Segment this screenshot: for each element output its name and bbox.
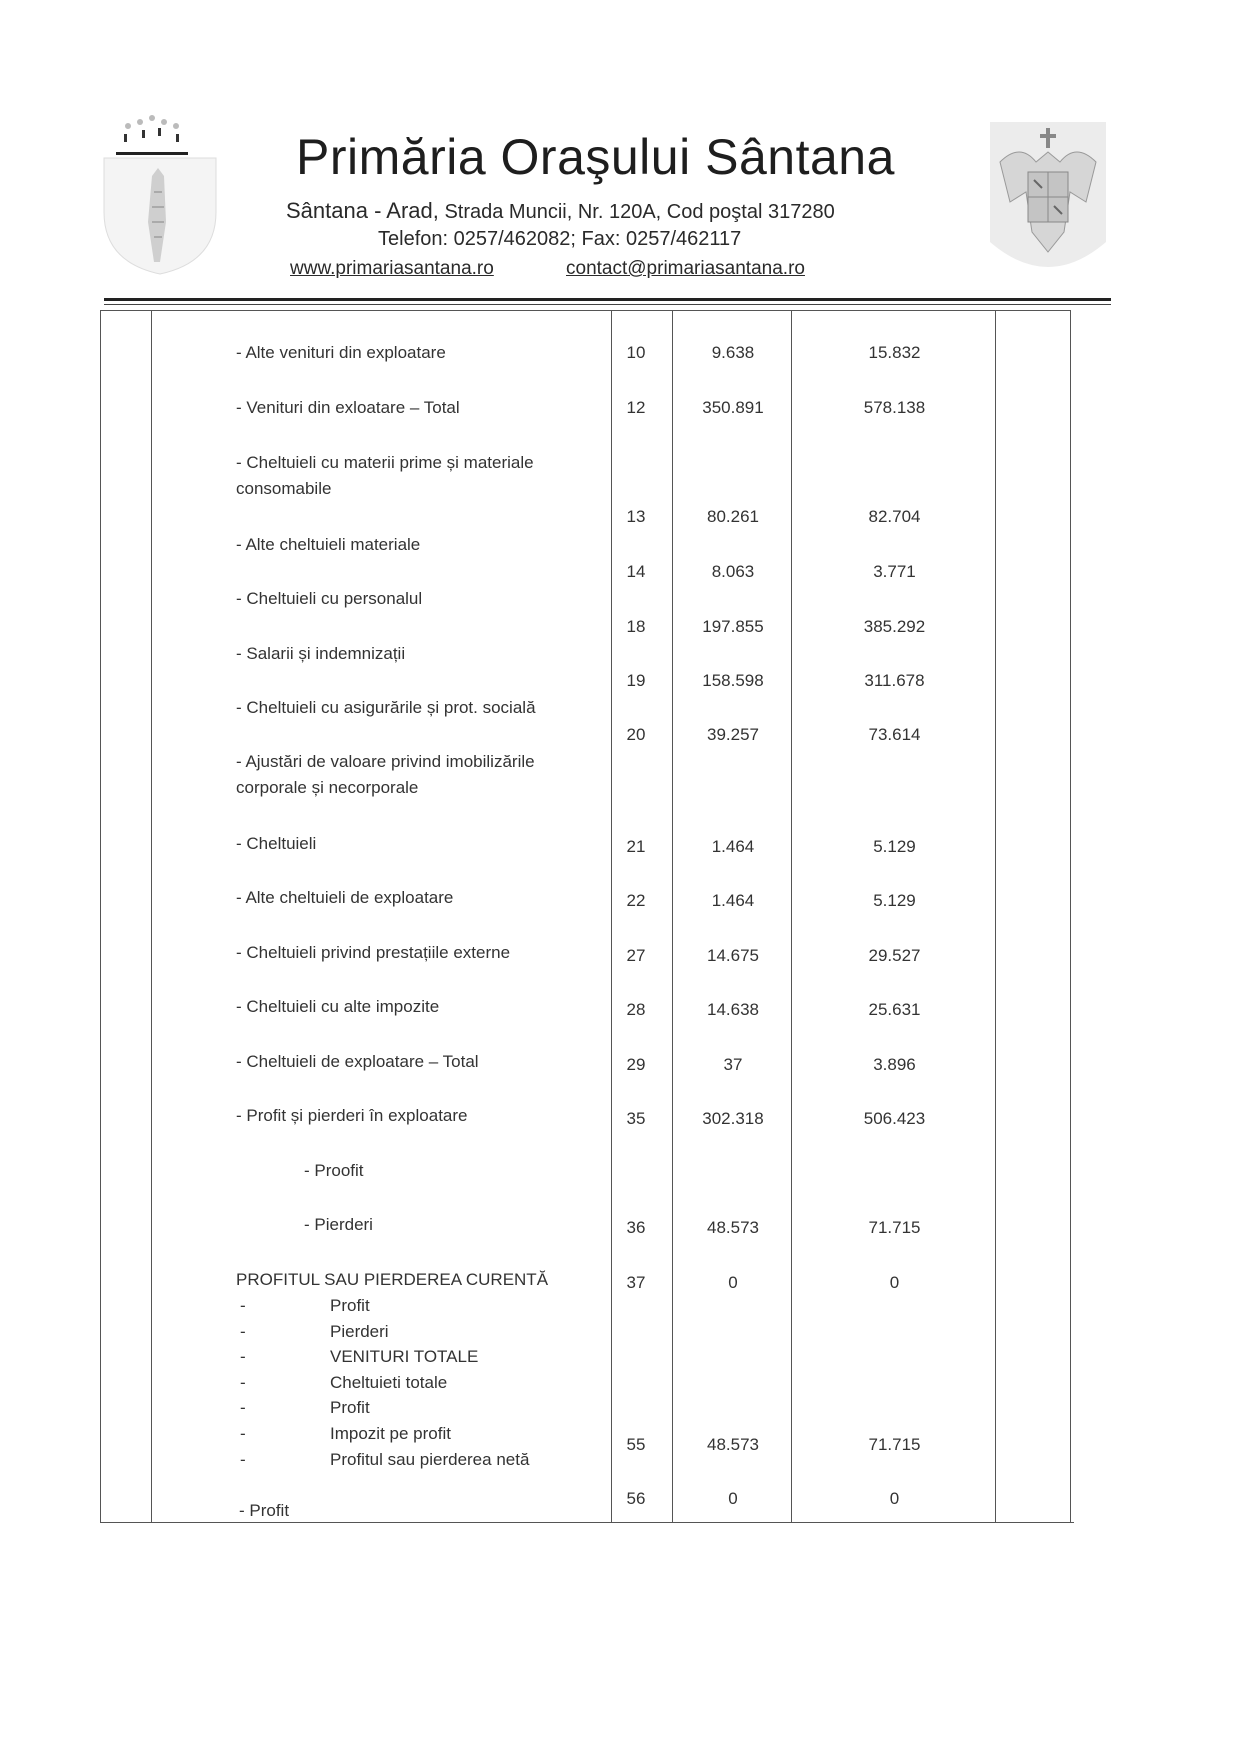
- row-value-1: 14.638: [707, 1000, 759, 1019]
- row-value-2: 3.771: [873, 562, 916, 581]
- row55-value-2: 71.715: [868, 1435, 921, 1454]
- row-value-1: 1.464: [711, 891, 755, 910]
- row56-code: 56: [626, 1489, 646, 1508]
- row-value-2: 506.423: [863, 1109, 926, 1128]
- row-label: - Proofit: [304, 1161, 364, 1180]
- website-link[interactable]: www.primariasantana.ro: [290, 258, 494, 279]
- row-value-1: 9.638: [711, 343, 755, 362]
- row56-label: - Profit: [239, 1501, 290, 1520]
- row-label: - Profit și pierderi în exploatare: [236, 1106, 468, 1125]
- row-code: 12: [626, 398, 646, 417]
- row-code: 19: [626, 671, 646, 690]
- row55-code: 55: [626, 1435, 646, 1454]
- sublist-item: VENITURI TOTALE: [330, 1347, 479, 1367]
- sublist-item: Impozit pe profit: [330, 1424, 451, 1443]
- row-value-1: 1.464: [711, 837, 755, 856]
- row-value-2: 25.631: [868, 1000, 921, 1019]
- row-code: 20: [626, 725, 646, 744]
- row-code: 28: [626, 1000, 646, 1019]
- row-value-2: 73.614: [868, 725, 921, 744]
- romania-coat-of-arms-logo: [990, 122, 1106, 278]
- row-value-1: 8.063: [711, 562, 755, 581]
- row-value-2: 3.896: [873, 1055, 916, 1074]
- row-label: - Cheltuieli: [236, 834, 317, 853]
- row-value-1: 0: [728, 1273, 738, 1292]
- sublist-item: Profitul sau pierderea netă: [330, 1449, 530, 1469]
- row-value-1: 302.318: [702, 1109, 764, 1128]
- sublist-dash: -: [240, 1347, 246, 1367]
- row-value-1: 350.891: [702, 398, 764, 417]
- row-value-2: 0: [889, 1273, 900, 1292]
- address-street: Strada Muncii, Nr. 120A, Cod poştal 317280: [444, 201, 835, 223]
- row-label: - Cheltuieli cu materii prime și materiale consomabile: [236, 453, 534, 498]
- row-value-2: 71.715: [868, 1218, 921, 1237]
- row-value-2: 82.704: [868, 507, 921, 526]
- sublist-dash: -: [240, 1296, 246, 1315]
- row55-value-1: 48.573: [707, 1435, 759, 1454]
- address-line: [286, 198, 835, 224]
- santana-crest-logo: [102, 112, 220, 278]
- sublist-item: Pierderi: [330, 1321, 389, 1341]
- row-code: 10: [626, 343, 646, 362]
- row-value-2: 385.292: [863, 617, 926, 636]
- sublist-item: Profit: [330, 1398, 370, 1418]
- row-value-2: 311.678: [864, 671, 925, 690]
- sublist-dash: -: [240, 1424, 246, 1443]
- row-code: 14: [626, 562, 646, 581]
- row56-value-2: 0: [889, 1489, 900, 1508]
- page-title: Primăria Oraşului Sântana: [296, 129, 895, 185]
- row-code: 22: [626, 891, 646, 910]
- row-value-1: 197.855: [702, 617, 764, 636]
- row-label: - Cheltuieli cu asigurările și prot. socială: [236, 698, 536, 717]
- row-label: - Pierderi: [304, 1215, 373, 1234]
- sublist-dash: -: [240, 1321, 246, 1341]
- email-link[interactable]: contact@primariasantana.ro: [566, 258, 805, 279]
- row-value-1: 80.261: [707, 507, 759, 526]
- row-label: - Cheltuieli privind prestațiile externe: [236, 943, 511, 962]
- row-label: - Salarii și indemnizații: [236, 644, 406, 663]
- row-label: - Cheltuieli cu personalul: [236, 589, 423, 608]
- row-value-1: 158.598: [702, 671, 764, 690]
- row-label: - Venituri din exloatare – Total: [236, 398, 460, 417]
- row-value-2: 5.129: [873, 837, 916, 856]
- row-code: 27: [626, 946, 646, 965]
- row-label: PROFITUL SAU PIERDEREA CURENTĂ: [236, 1270, 549, 1289]
- row-code: 37: [626, 1273, 646, 1292]
- row-code: 29: [626, 1055, 646, 1074]
- header-divider: [104, 298, 1111, 301]
- sublist-dash: -: [240, 1372, 246, 1392]
- row-code: 35: [626, 1109, 646, 1128]
- row-code: 18: [626, 617, 646, 636]
- row-label: - Ajustări de valoare privind imobilizările corporale și necorporale: [236, 752, 535, 797]
- row-code: 13: [626, 507, 646, 526]
- row-value-1: 37: [723, 1055, 743, 1074]
- row-code: 21: [626, 837, 646, 856]
- header-divider-thin: [104, 304, 1111, 305]
- sublist-dash: -: [240, 1449, 246, 1469]
- row-value-1: 48.573: [707, 1218, 759, 1237]
- row-value-1: 14.675: [707, 946, 759, 965]
- row-value-2: 15.832: [868, 343, 921, 362]
- row-label: - Cheltuieli de exploatare – Total: [236, 1052, 479, 1071]
- row-value-2: 5.129: [873, 891, 916, 910]
- row-value-2: 578.138: [863, 398, 926, 417]
- row-label: - Cheltuieli cu alte impozite: [236, 997, 440, 1016]
- phone-fax-line: Telefon: 0257/462082; Fax: 0257/462117: [378, 228, 742, 250]
- sublist-item: Profit: [330, 1296, 370, 1315]
- row-label: - Alte cheltuieli de exploatare: [236, 888, 454, 907]
- address-city: Sântana - Arad,: [286, 198, 439, 223]
- row-label: - Alte venituri din exploatare: [236, 343, 446, 362]
- sublist-item: Cheltuieti totale: [330, 1372, 448, 1392]
- row-label: - Alte cheltuieli materiale: [236, 535, 421, 554]
- sublist-dash: -: [240, 1398, 246, 1418]
- row56-value-1: 0: [728, 1489, 738, 1508]
- row-code: 36: [626, 1218, 646, 1237]
- row-value-1: 39.257: [707, 725, 759, 744]
- row-value-2: 29.527: [868, 946, 921, 965]
